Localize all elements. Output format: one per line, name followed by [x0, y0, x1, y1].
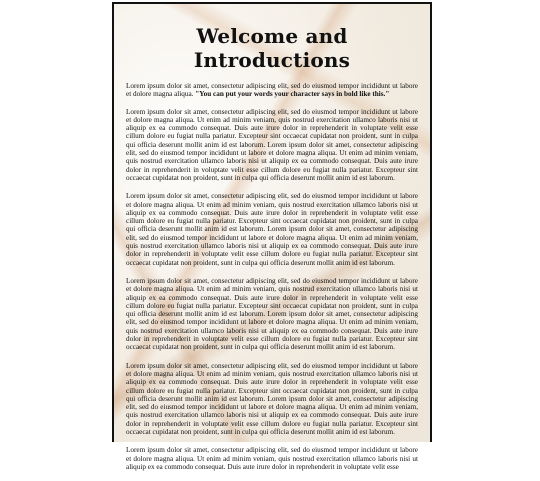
intro-bold-quote: "You can put your words your character says in bold like this." [195, 90, 390, 99]
body-paragraph-4: Lorem ipsum dolor sit amet, consectetur adipiscing elit, sed do eiusmod tempor incididunt ut labore et dolore magna aliqua. Ut enim ad minim veniam, quis nostrud exercitation ullamco laboris nisi ut aliquip ex ea commodo consequat. Duis aute irure dolor in reprehenderit in voluptate velit esse cillum dolore eu fugiat nulla pariatur. Excepteur sint occaecat cupidatat non proident, sunt in culpa qui officia deserunt mollit anim id est laborum. Lorem ipsum dolor sit amet, consectetur adipiscing elit, sed do eiusmod tempor incididunt ut labore et dolore magna aliqua. Ut enim ad minim veniam, quis nostrud exercitation ullamco laboris nisi ut aliquip ex ea commodo consequat. Duis aute irure dolor in reprehenderit in voluptate velit esse cillum dolore eu fugiat nulla pariatur. Excepteur sint occaecat cupidatat non proident, sunt in culpa qui officia deserunt mollit anim id est laborum. [126, 361, 418, 436]
body-paragraph-5: Lorem ipsum dolor sit amet, consectetur adipiscing elit, sed do eiusmod tempor incididunt ut labore et dolore magna aliqua. Ut enim ad minim veniam, quis nostrud exercitation ullamco laboris nisi ut aliquip ex ea commodo consequat. Duis aute irure dolor in reprehenderit in voluptate velit esse [126, 446, 418, 471]
body-paragraph-2: Lorem ipsum dolor sit amet, consectetur adipiscing elit, sed do eiusmod tempor incididunt ut labore et dolore magna aliqua. Ut enim ad minim veniam, quis nostrud exercitation ullamco laboris nisi ut aliquip ex ea commodo consequat. Duis aute irure dolor in reprehenderit in voluptate velit esse cillum dolore eu fugiat nulla pariatur. Excepteur sint occaecat cupidatat non proident, sunt in culpa qui officia deserunt mollit anim id est laborum. Lorem ipsum dolor sit amet, consectetur adipiscing elit, sed do eiusmod tempor incididunt ut labore et dolore magna aliqua. Ut enim ad minim veniam, quis nostrud exercitation ullamco laboris nisi ut aliquip ex ea commodo consequat. Duis aute irure dolor in reprehenderit in voluptate velit esse cillum dolore eu fugiat nulla pariatur. Excepteur sint occaecat cupidatat non proident, sunt in culpa qui officia deserunt mollit anim id est laborum. [126, 192, 418, 267]
intro-paragraph [126, 82, 418, 99]
document-page [112, 2, 432, 471]
body-paragraph-3: Lorem ipsum dolor sit amet, consectetur adipiscing elit, sed do eiusmod tempor incididunt ut labore et dolore magna aliqua. Ut enim ad minim veniam, quis nostrud exercitation ullamco laboris nisi ut aliquip ex ea commodo consequat. Duis aute irure dolor in reprehenderit in voluptate velit esse cillum dolore eu fugiat nulla pariatur. Excepteur sint occaecat cupidatat non proident, sunt in culpa qui officia deserunt mollit anim id est laborum. Lorem ipsum dolor sit amet, consectetur adipiscing elit, sed do eiusmod tempor incididunt ut labore et dolore magna aliqua. Ut enim ad minim veniam, quis nostrud exercitation ullamco laboris nisi ut aliquip ex ea commodo consequat. Duis aute irure dolor in reprehenderit in voluptate velit esse cillum dolore eu fugiat nulla pariatur. Excepteur sint occaecat cupidatat non proident, sunt in culpa qui officia deserunt mollit anim id est laborum. [126, 276, 418, 352]
body-paragraph-1: Lorem ipsum dolor sit amet, consectetur adipiscing elit, sed do eiusmod tempor incididunt ut labore et dolore magna aliqua. Ut enim ad minim veniam, quis nostrud exercitation ullamco laboris nisi ut aliquip ex ea commodo consequat. Duis aute irure dolor in reprehenderit in voluptate velit esse cillum dolore eu fugiat nulla pariatur. Excepteur sint occaecat cupidatat non proident, sunt in culpa qui officia deserunt mollit anim id est laborum. Lorem ipsum dolor sit amet, consectetur adipiscing elit, sed do eiusmod tempor incididunt ut labore et dolore magna aliqua. Ut enim ad minim veniam, quis nostrud exercitation ullamco laboris nisi ut aliquip ex ea commodo consequat. Duis aute irure dolor in reprehenderit in voluptate velit esse cillum dolore eu fugiat nulla pariatur. Excepteur sint occaecat cupidatat non proident, sunt in culpa qui officia deserunt mollit anim id est laborum. [126, 107, 418, 182]
document-content [126, 4, 418, 481]
intro-text: Lorem ipsum dolor sit amet, consectetur adipiscing elit, sed do eiusmod tempor incididunt ut labore et dolore magna aliqua. [126, 82, 418, 99]
page-title: Welcome and Introductions [193, 24, 351, 72]
